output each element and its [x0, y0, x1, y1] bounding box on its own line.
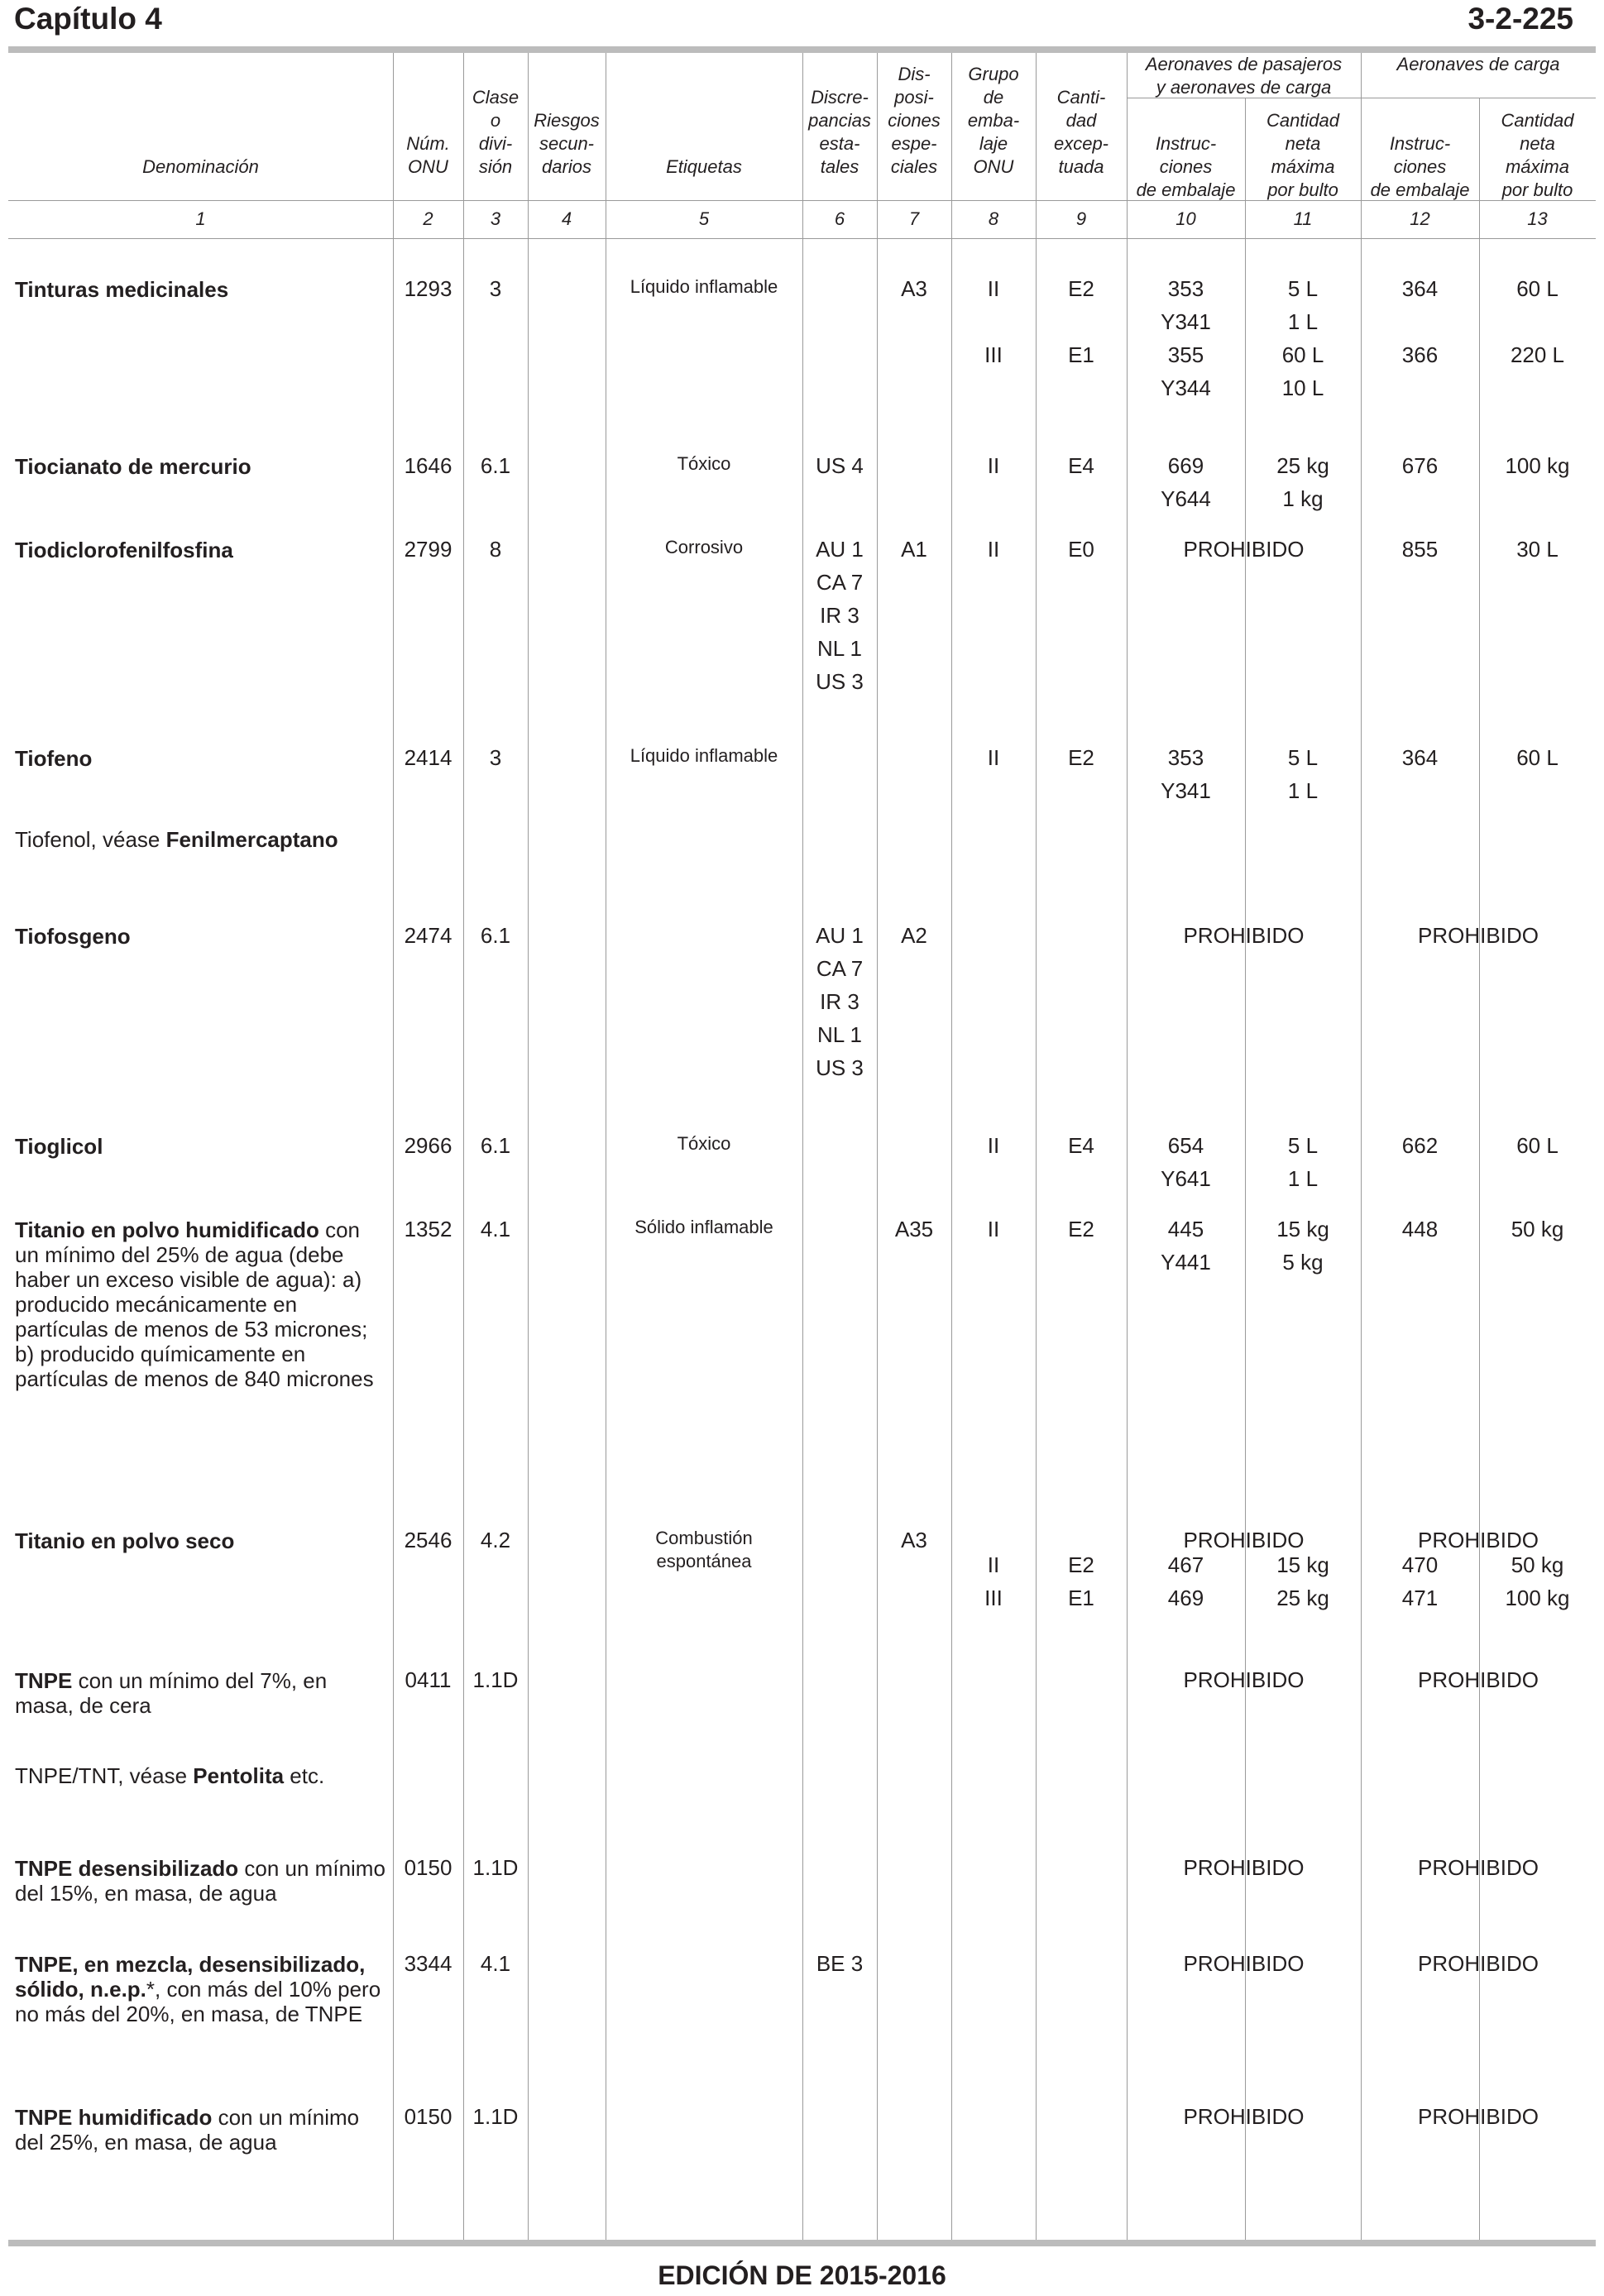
see-reference: [15, 1763, 511, 1788]
header-clase: sión: [478, 156, 513, 177]
header-grupo: emba-: [967, 110, 1020, 131]
state-variation: BE 3: [816, 1951, 864, 1976]
packing-instruction-passenger: 353: [1167, 745, 1204, 770]
packing-instruction-passenger: Y644: [1161, 486, 1211, 511]
page-number: 3-2-225: [1468, 2, 1573, 36]
un-number: 2546: [404, 1528, 452, 1552]
un-number: 0411: [405, 1667, 452, 1692]
header-num-onu: ONU: [408, 156, 448, 177]
max-net-quantity-cargo: 60 L: [1516, 276, 1559, 301]
column-rule: [877, 53, 878, 2240]
class-division: 3: [489, 276, 502, 301]
header-cantidad-neta-carga: neta: [1520, 133, 1555, 154]
chapter-title: Capítulo 4: [14, 2, 162, 36]
un-number: 2799: [404, 537, 452, 562]
substance-name-detail: con un mínimo del 7%, en masa, de cera: [15, 1668, 328, 1718]
special-provision: A1: [901, 537, 927, 562]
header-riesgos: secun-: [539, 133, 595, 154]
state-variation: IR 3: [820, 989, 859, 1014]
packing-instruction-cargo: 676: [1401, 453, 1439, 478]
substance-name: [15, 746, 387, 771]
max-net-quantity-passenger: 1 L: [1287, 778, 1319, 803]
substance-name: [15, 1952, 387, 2026]
special-provision: A35: [894, 1217, 934, 1241]
header-instrucciones: Instruc-: [1155, 133, 1217, 154]
header-cantidad: Canti-: [1056, 87, 1106, 108]
un-number: 0150: [404, 1855, 452, 1880]
column-rule: [528, 53, 529, 2240]
header-cantidad-neta-carga: máxima: [1505, 156, 1569, 177]
max-net-quantity-cargo: 220 L: [1510, 342, 1565, 367]
column-rule: [802, 53, 803, 2240]
packing-instruction-passenger: 445: [1167, 1217, 1204, 1241]
column-number-rule: [8, 238, 1596, 239]
max-net-quantity-passenger: 15 kg: [1276, 1217, 1329, 1241]
header-instrucciones-carga: de embalaje: [1370, 179, 1470, 200]
un-number: 2966: [404, 1133, 452, 1158]
header-riesgos: Riesgos: [534, 110, 600, 131]
substance-name-bold: Tiodiclorofenilfosfina: [15, 538, 233, 562]
max-net-quantity-cargo: 50 kg: [1511, 1552, 1564, 1577]
class-division: 6.1: [480, 923, 511, 948]
column-number: 13: [1527, 208, 1548, 229]
hazard-label: Tóxico: [677, 453, 731, 474]
forbidden-passenger: PROHIBIDO: [1183, 2104, 1305, 2129]
packing-group: II: [987, 1217, 1000, 1241]
class-division: 1.1D: [472, 1667, 519, 1692]
packing-group: II: [987, 745, 1000, 770]
packing-group: II: [987, 537, 1000, 562]
special-provision: A3: [901, 1528, 927, 1552]
header-discrepancias: pancias: [808, 110, 871, 131]
substance-name-bold: Tiofosgeno: [15, 924, 131, 949]
header-grupo: ONU: [973, 156, 1014, 177]
hazard-label: Sólido inflamable: [634, 1217, 773, 1237]
forbidden-passenger: PROHIBIDO: [1183, 1528, 1305, 1552]
header-disposiciones: Dis-: [898, 64, 931, 84]
forbidden-passenger: PROHIBIDO: [1183, 1667, 1305, 1692]
see-reference-text: TNPE/TNT, véase: [15, 1763, 194, 1788]
max-net-quantity-cargo: 50 kg: [1511, 1217, 1564, 1241]
header-discrepancias: Discre-: [811, 87, 869, 108]
column-number: 3: [490, 208, 501, 229]
substance-name-bold: TNPE desensibilizado: [15, 1856, 239, 1881]
packing-instruction-passenger: Y341: [1161, 778, 1211, 803]
excepted-quantity: E4: [1068, 453, 1094, 478]
column-number: 1: [195, 208, 206, 229]
max-net-quantity-cargo: 30 L: [1516, 537, 1559, 562]
excepted-quantity: E2: [1068, 1552, 1094, 1577]
packing-instruction-passenger: 669: [1167, 453, 1204, 478]
header-grupo: de: [983, 87, 1004, 108]
un-number: 2414: [404, 745, 452, 770]
substance-name: [15, 538, 387, 562]
excepted-quantity: E4: [1068, 1133, 1094, 1158]
packing-instruction-passenger: 355: [1167, 342, 1204, 367]
class-division: 1.1D: [472, 2104, 519, 2129]
packing-instruction-passenger: 467: [1167, 1552, 1204, 1577]
substance-name: [15, 924, 387, 949]
header-clase: divi-: [478, 133, 513, 154]
packing-instruction-cargo: 364: [1401, 276, 1439, 301]
hazard-label: Tóxico: [677, 1133, 731, 1154]
see-reference: [15, 827, 511, 852]
un-number: 3344: [404, 1951, 452, 1976]
header-cantidad: dad: [1065, 110, 1097, 131]
substance-name-bold: TNPE, en mezcla, desensibilizado, sólido, n.e.p.: [15, 1952, 366, 2002]
substance-name: [15, 1856, 387, 1906]
column-number: 12: [1410, 208, 1430, 229]
substance-name-bold: Titanio en polvo humidificado: [15, 1217, 319, 1242]
header-pasajeros-group: y aeronaves de carga: [1156, 77, 1332, 98]
substance-name-bold: TNPE: [15, 1668, 73, 1693]
packing-instruction-cargo: 364: [1401, 745, 1439, 770]
header-cantidad-neta: máxima: [1271, 156, 1335, 177]
header-cantidad: excep-: [1053, 133, 1109, 154]
forbidden-cargo: PROHIBIDO: [1418, 1528, 1539, 1552]
column-number: 5: [698, 208, 710, 229]
substance-name: [15, 454, 387, 479]
forbidden-cargo: PROHIBIDO: [1418, 2104, 1539, 2129]
header-clase: Clase: [472, 87, 520, 108]
packing-instruction-cargo: 366: [1401, 342, 1439, 367]
header-instrucciones-carga: Instruc-: [1389, 133, 1451, 154]
excepted-quantity: E1: [1068, 342, 1094, 367]
packing-instruction-cargo: 662: [1401, 1133, 1439, 1158]
state-variation: US 4: [816, 453, 864, 478]
un-number: 1646: [404, 453, 452, 478]
header-rule: [8, 46, 1596, 53]
header-disposiciones: posi-: [894, 87, 934, 108]
max-net-quantity-passenger: 25 kg: [1276, 1586, 1329, 1610]
state-variation: IR 3: [820, 603, 859, 628]
header-disposiciones: espe-: [891, 133, 937, 154]
hazard-label: Líquido inflamable: [630, 745, 778, 766]
substance-name-detail: *, con más del 10% pero no más del 20%, en masa, de TNPE: [15, 1977, 381, 2026]
excepted-quantity: E1: [1068, 1586, 1094, 1610]
max-net-quantity-passenger: 5 kg: [1282, 1250, 1324, 1275]
max-net-quantity-passenger: 5 L: [1287, 276, 1319, 301]
forbidden-passenger: PROHIBIDO: [1183, 923, 1305, 948]
class-division: 8: [489, 537, 502, 562]
packing-group: II: [987, 276, 1000, 301]
packing-group: II: [987, 1552, 1000, 1577]
substance-name-bold: TNPE humidificado: [15, 2105, 213, 2130]
max-net-quantity-passenger: 10 L: [1281, 375, 1324, 400]
packing-instruction-passenger: 469: [1167, 1586, 1204, 1610]
max-net-quantity-passenger: 5 L: [1287, 1133, 1319, 1158]
packing-instruction-cargo: 855: [1401, 537, 1439, 562]
state-variation: NL 1: [817, 636, 862, 661]
max-net-quantity-passenger: 60 L: [1281, 342, 1324, 367]
class-division: 1.1D: [472, 1855, 519, 1880]
packing-instruction-passenger: 353: [1167, 276, 1204, 301]
header-disposiciones: ciales: [890, 156, 938, 177]
special-provision: A2: [901, 923, 927, 948]
column-number: 11: [1293, 208, 1313, 229]
header-cantidad-neta: neta: [1285, 133, 1321, 154]
column-number: 9: [1075, 208, 1087, 229]
max-net-quantity-passenger: 1 L: [1287, 1166, 1319, 1191]
class-division: 4.1: [480, 1217, 511, 1241]
max-net-quantity-passenger: 1 kg: [1282, 486, 1324, 511]
header-carga-group: Aeronaves de carga: [1396, 54, 1560, 74]
header-grupo: laje: [979, 133, 1008, 154]
forbidden-cargo: PROHIBIDO: [1418, 1855, 1539, 1880]
substance-name: [15, 1528, 387, 1553]
max-net-quantity-passenger: 15 kg: [1276, 1552, 1329, 1577]
un-number: 2474: [404, 923, 452, 948]
header-instrucciones: ciones: [1159, 156, 1213, 177]
packing-instruction-passenger: Y641: [1161, 1166, 1211, 1191]
max-net-quantity-cargo: 100 kg: [1505, 1586, 1570, 1610]
header-riesgos: darios: [542, 156, 591, 177]
substance-name-bold: Tiofeno: [15, 746, 93, 771]
packing-instruction-passenger: Y441: [1161, 1250, 1211, 1275]
packing-group: III: [984, 1586, 1003, 1610]
class-division: 4.1: [480, 1951, 511, 1976]
max-net-quantity-cargo: 100 kg: [1505, 453, 1570, 478]
substance-name-bold: Tiocianato de mercurio: [15, 454, 251, 479]
excepted-quantity: E2: [1068, 276, 1094, 301]
state-variation: CA 7: [816, 956, 864, 981]
header-etiquetas: Etiquetas: [666, 156, 742, 177]
forbidden-cargo: PROHIBIDO: [1418, 1667, 1539, 1692]
state-variation: NL 1: [817, 1022, 862, 1047]
state-variation: AU 1: [816, 537, 864, 562]
un-number: 1352: [404, 1217, 452, 1241]
header-discrepancias: tales: [820, 156, 859, 177]
see-reference-text: Tiofenol, véase: [15, 827, 166, 852]
max-net-quantity-passenger: 1 L: [1287, 309, 1319, 334]
substance-name-detail: con un mínimo del 25%, en masa, de agua: [15, 2105, 360, 2155]
column-number: 8: [988, 208, 999, 229]
substance-name: [15, 277, 387, 302]
packing-group: II: [987, 1133, 1000, 1158]
state-variation: CA 7: [816, 570, 864, 595]
column-number: 4: [561, 208, 572, 229]
header-grupo: Grupo: [968, 64, 1019, 84]
excepted-quantity: E2: [1068, 745, 1094, 770]
column-number: 7: [908, 208, 920, 229]
substance-name: [15, 1134, 387, 1159]
packing-instruction-cargo: 470: [1401, 1552, 1439, 1577]
edition-footer: EDICIÓN DE 2015-2016: [658, 2260, 946, 2290]
packing-instruction-cargo: 471: [1401, 1586, 1439, 1610]
header-denominacion: Denominación: [142, 156, 259, 177]
forbidden-passenger: PROHIBIDO: [1183, 537, 1305, 562]
see-reference-suffix: etc.: [284, 1763, 325, 1788]
column-number: 10: [1175, 208, 1196, 229]
max-net-quantity-passenger: 25 kg: [1276, 453, 1329, 478]
substance-name-bold: Tinturas medicinales: [15, 277, 229, 302]
forbidden-cargo: PROHIBIDO: [1418, 923, 1539, 948]
substance-name: [15, 1668, 387, 1718]
header-clase: o: [490, 110, 501, 131]
substance-name-detail: con un mínimo del 15%, en masa, de agua: [15, 1856, 385, 1906]
class-division: 6.1: [480, 1133, 511, 1158]
hazard-label: Corrosivo: [664, 537, 744, 557]
header-cantidad-neta-carga: Cantidad: [1501, 110, 1574, 131]
substance-name: [15, 2105, 387, 2155]
substance-name-detail: con un mínimo del 25% de agua (debe haber un exceso visible de agua): a) producido mecánicamente en partículas de menos de 53 micrones; b) producido químicamente en partículas de menos de 840 micrones: [15, 1217, 374, 1391]
header-cantidad: tuada: [1058, 156, 1104, 177]
column-rule: [1479, 98, 1480, 2240]
header-pasajeros-group: Aeronaves de pasajeros: [1145, 54, 1343, 74]
packing-group: III: [984, 342, 1003, 367]
forbidden-passenger: PROHIBIDO: [1183, 1855, 1305, 1880]
excepted-quantity: E2: [1068, 1217, 1094, 1241]
column-number: 6: [834, 208, 845, 229]
header-instrucciones-carga: ciones: [1393, 156, 1447, 177]
see-reference-target: Pentolita: [193, 1763, 285, 1788]
un-number: 0150: [404, 2104, 452, 2129]
packing-instruction-passenger: 654: [1167, 1133, 1204, 1158]
substance-name-bold: Titanio en polvo seco: [15, 1528, 235, 1553]
packing-group: II: [987, 453, 1000, 478]
state-variation: US 3: [816, 669, 864, 694]
header-instrucciones: de embalaje: [1136, 179, 1236, 200]
forbidden-passenger: PROHIBIDO: [1183, 1951, 1305, 1976]
footer-rule: [8, 2240, 1596, 2246]
excepted-quantity: E0: [1068, 537, 1094, 562]
class-division: 6.1: [480, 453, 511, 478]
packing-instruction-cargo: 448: [1401, 1217, 1439, 1241]
max-net-quantity-passenger: 5 L: [1287, 745, 1319, 770]
column-number: 2: [423, 208, 433, 229]
header-disposiciones: ciones: [888, 110, 941, 131]
max-net-quantity-cargo: 60 L: [1516, 1133, 1559, 1158]
hazard-label: Líquido inflamable: [630, 276, 778, 297]
header-cantidad-neta-carga: por bulto: [1501, 179, 1573, 200]
special-provision: A3: [901, 276, 927, 301]
header-num-onu: Núm.: [406, 133, 450, 154]
substance-name: [15, 1217, 387, 1391]
hazard-label: Combustión espontánea: [655, 1528, 753, 1571]
state-variation: AU 1: [816, 923, 864, 948]
max-net-quantity-cargo: 60 L: [1516, 745, 1559, 770]
header-cantidad-neta: por bulto: [1267, 179, 1338, 200]
un-number: 1293: [404, 276, 452, 301]
see-reference-target: Fenilmercaptano: [165, 827, 338, 852]
class-division: 3: [489, 745, 502, 770]
packing-instruction-passenger: Y341: [1161, 309, 1211, 334]
state-variation: US 3: [816, 1055, 864, 1080]
packing-instruction-passenger: Y344: [1161, 375, 1211, 400]
header-discrepancias: esta-: [819, 133, 860, 154]
class-division: 4.2: [480, 1528, 511, 1552]
substance-name-bold: Tioglicol: [15, 1134, 103, 1159]
forbidden-cargo: PROHIBIDO: [1418, 1951, 1539, 1976]
header-cantidad-neta: Cantidad: [1266, 110, 1340, 131]
